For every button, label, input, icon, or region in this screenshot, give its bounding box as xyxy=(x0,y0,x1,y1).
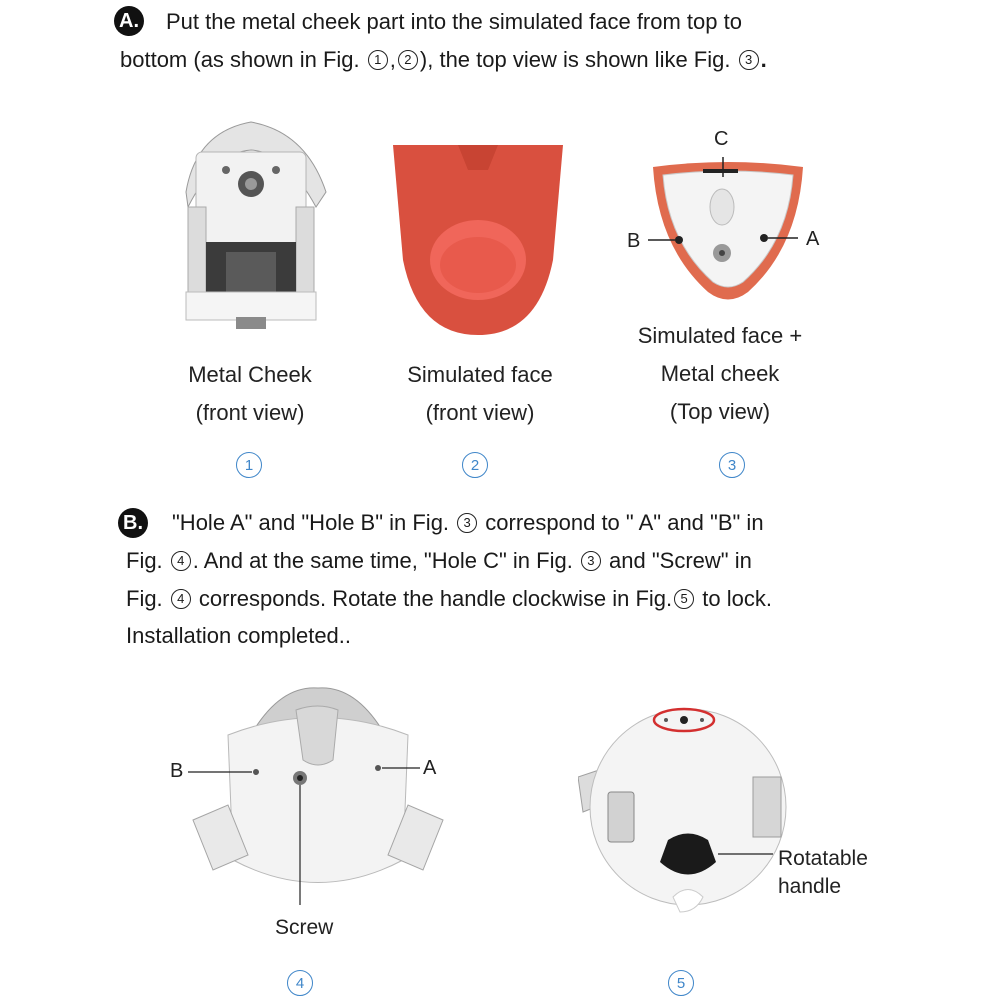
fig1-caption-line-2: (front view) xyxy=(195,400,305,425)
fig2-caption-line-1: Simulated face xyxy=(407,362,553,387)
step-b-line-2-c: and "Screw" in xyxy=(602,548,752,573)
step-b-line-2 xyxy=(126,542,752,580)
fig-ref-3: 3 xyxy=(739,50,759,70)
combined-top-view-image xyxy=(648,157,808,307)
step-a-line-2 xyxy=(120,41,767,79)
step-a-line-1: Put the metal cheek part into the simulated face from top to xyxy=(166,9,742,34)
step-b-line-3-b: corresponds. Rotate the handle clockwise in Fig. xyxy=(192,586,673,611)
fig-number-5: 5 xyxy=(668,970,694,996)
fig4-label-a: A xyxy=(423,757,437,779)
step-b-line-4: Installation completed.. xyxy=(126,623,352,648)
step-b-line-1 xyxy=(172,504,764,542)
fig-ref-2: 2 xyxy=(398,50,418,70)
metal-cheek-front-image xyxy=(166,112,336,332)
metal-cheek-back-image xyxy=(188,680,448,905)
step-b-line-3 xyxy=(126,580,772,618)
step-a-line-2-end: . xyxy=(760,47,767,72)
fig5-label-handle xyxy=(778,845,868,901)
fig3-caption-line-3: (Top view) xyxy=(669,399,771,424)
fig-number-2: 2 xyxy=(462,452,488,478)
step-b-fig-ref-3b: 3 xyxy=(581,551,601,571)
fig3-label-b: B xyxy=(627,230,641,252)
fig3-caption-line-2: Metal cheek xyxy=(660,361,780,386)
fig4-label-b: B xyxy=(170,760,184,782)
step-b-fig-ref-5: 5 xyxy=(674,589,694,609)
fig-number-3: 3 xyxy=(719,452,745,478)
fig4-label-screw: Screw xyxy=(275,916,334,939)
fig2-caption-line-2: (front view) xyxy=(425,400,535,425)
step-b-line-1-b: correspond to " A" and "B" in xyxy=(479,510,764,535)
step-b-badge: B. xyxy=(118,508,148,538)
fig1-caption xyxy=(160,356,340,432)
step-a-line-2-mid: ), the top view is shown like Fig. xyxy=(419,47,737,72)
fig3-label-c: C xyxy=(714,128,729,150)
fig-ref-1: 1 xyxy=(368,50,388,70)
fig-number-4: 4 xyxy=(287,970,313,996)
step-b-fig-ref-4b: 4 xyxy=(171,589,191,609)
step-b-line-3-c: to lock. xyxy=(696,586,772,611)
step-b-line-3-a: Fig. xyxy=(126,586,169,611)
step-b-line-2-b: . And at the same time, "Hole C" in Fig. xyxy=(192,548,579,573)
fig5-label-handle-line-1: Rotatable xyxy=(778,847,868,870)
step-a-badge: A. xyxy=(114,6,144,36)
fig5-label-handle-line-2: handle xyxy=(778,875,842,898)
fig-number-1: 1 xyxy=(236,452,262,478)
fig3-caption xyxy=(620,317,820,431)
simulated-face-front-image xyxy=(388,140,568,340)
step-b-line-2-a: Fig. xyxy=(126,548,169,573)
fig3-caption-line-1: Simulated face + xyxy=(637,323,803,348)
step-b-fig-ref-3a: 3 xyxy=(457,513,477,533)
fig3-label-a: A xyxy=(806,228,820,250)
fig2-caption xyxy=(380,356,580,432)
step-a-line-2-prefix: bottom (as shown in Fig. xyxy=(120,47,366,72)
fig1-caption-line-1: Metal Cheek xyxy=(188,362,312,387)
step-b-line-1-a: "Hole A" and "Hole B" in Fig. xyxy=(172,510,456,535)
step-a-sep: , xyxy=(389,47,396,72)
step-b-fig-ref-4a: 4 xyxy=(171,551,191,571)
